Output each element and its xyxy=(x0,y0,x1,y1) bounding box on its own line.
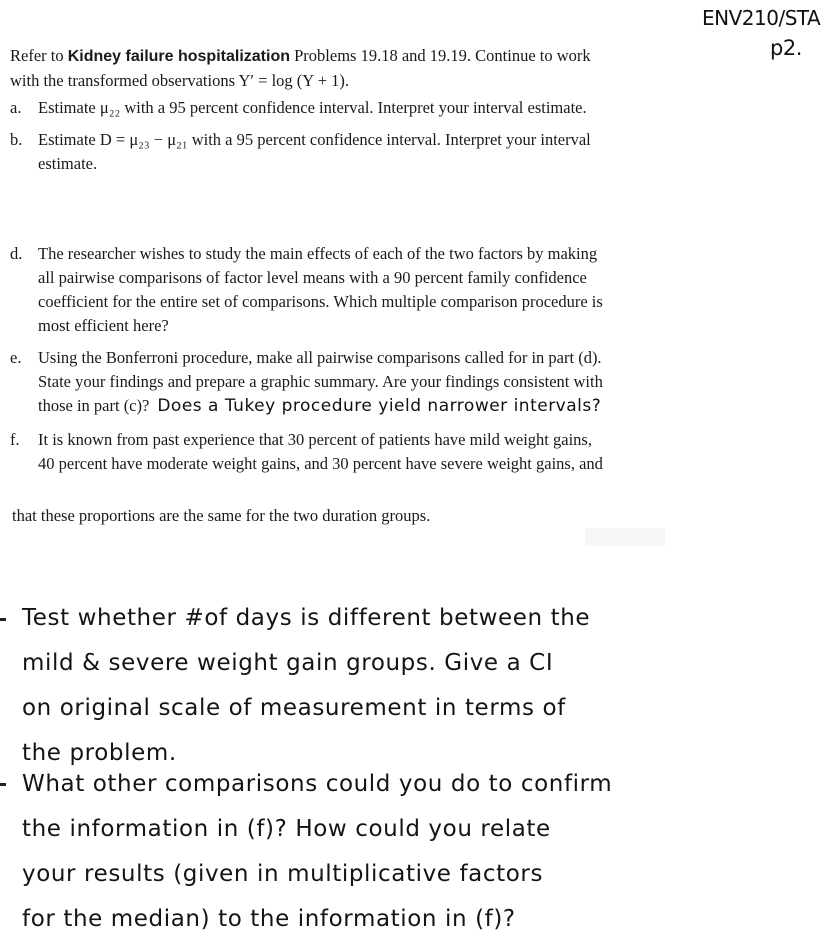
handwritten-tukey-question: Does a Tukey procedure yield narrower intervals? xyxy=(157,396,602,416)
part-a-label: a. xyxy=(10,98,22,117)
part-b-line-1: Estimate D = μ₂₃ − μ₂₁ with a 95 percent confidence interval. Interpret your interval xyxy=(38,130,591,149)
note-2-line-1: What other comparisons could you do to confirm xyxy=(22,771,613,797)
intro-bold-title: Kidney failure hospitalization xyxy=(67,48,290,65)
problem-intro xyxy=(10,44,730,93)
note-1-line-1: Test whether #of days is different between the xyxy=(22,605,591,631)
intro-text-start: Refer to xyxy=(10,46,68,65)
part-d-line-1: The researcher wishes to study the main effects of each of the two factors by making xyxy=(38,244,598,263)
part-d-line-2: all pairwise comparisons of factor level means with a 90 percent family confidence xyxy=(38,268,587,287)
part-a-text: Estimate μ₂₂ with a 95 percent confidence interval. Interpret your interval estimate. xyxy=(38,98,587,117)
part-b-line-2: estimate. xyxy=(38,154,98,173)
part-f-line-1: It is known from past experience that 30 percent of patients have mild weight gains, xyxy=(38,430,592,449)
part-b-label: b. xyxy=(10,130,23,149)
note-1-bullet xyxy=(0,618,6,621)
intro-line-2: with the transformed observations Y′ = log (Y + 1). xyxy=(10,71,350,90)
note-2-bullet xyxy=(0,783,6,786)
faint-smudge xyxy=(585,528,665,546)
part-d-line-4: most efficient here? xyxy=(38,316,169,335)
handwritten-course-code: ENV210/STA xyxy=(702,6,821,30)
note-2-line-3: your results (given in multiplicative factors xyxy=(22,861,544,887)
part-f-continuation: that these proportions are the same for the two duration groups. xyxy=(12,506,431,525)
part-d-label: d. xyxy=(10,244,23,263)
part-f-line-2: 40 percent have moderate weight gains, and 30 percent have severe weight gains, and xyxy=(38,454,603,473)
part-f-label: f. xyxy=(10,430,20,449)
note-2-line-4: for the median) to the information in (f)? xyxy=(22,906,516,932)
part-d-line-3: coefficient for the entire set of comparisons. Which multiple comparison procedure is xyxy=(38,292,603,311)
part-e-line-3: those in part (c)? xyxy=(38,396,150,415)
part-e-label: e. xyxy=(10,348,22,367)
handwritten-note-2 xyxy=(22,762,822,942)
note-1-line-4: the problem. xyxy=(22,740,177,766)
intro-text-end: Problems 19.18 and 19.19. Continue to work xyxy=(289,46,591,65)
handwritten-note-1 xyxy=(22,596,722,776)
part-e-line-1: Using the Bonferroni procedure, make all pairwise comparisons called for in part (d). xyxy=(38,348,602,367)
handwritten-page-number: p2. xyxy=(770,36,802,60)
part-e-line-2: State your findings and prepare a graphic summary. Are your findings consistent with xyxy=(38,372,603,391)
note-1-line-2: mild & severe weight gain groups. Give a CI xyxy=(22,650,554,676)
note-1-line-3: on original scale of measurement in terms of xyxy=(22,695,566,721)
note-2-line-2: the information in (f)? How could you relate xyxy=(22,816,551,842)
